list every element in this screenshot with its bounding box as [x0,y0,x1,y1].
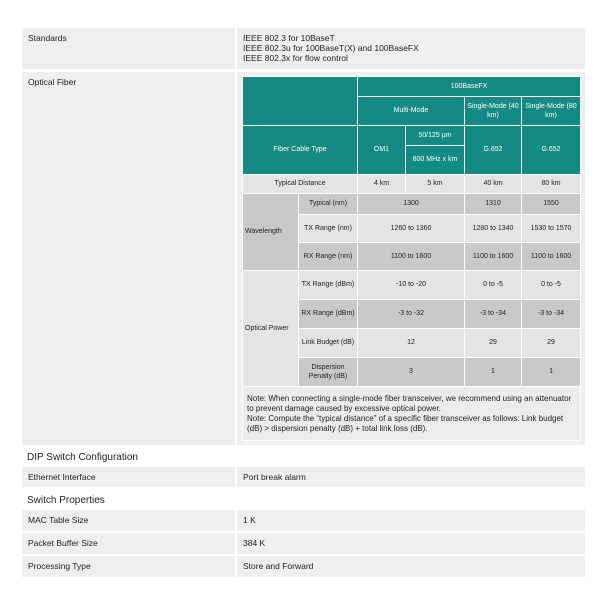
table-row [22,510,585,531]
row-label: TX Range (dBm) [299,271,358,300]
cell: 1530 to 1570 [522,215,581,243]
header-multimode: Multi-Mode [358,97,465,126]
notes [243,387,581,441]
standard-line: IEEE 802.3x for flow control [243,53,348,64]
standard-line: IEEE 802.3u for 100BaseT(X) and 100BaseFX [243,43,419,54]
table-row [22,533,585,554]
optical-power-label: Optical Power [243,271,299,387]
cell: 0 to -5 [465,271,522,300]
wavelength-label: Wavelength [243,194,299,271]
cell: 29 [465,329,522,358]
row-value: 384 K [237,533,585,554]
cell: -10 to -20 [358,271,465,300]
row-label: Typical (nm) [299,194,358,215]
cell: 800 MHz x km [406,146,465,175]
row-value: Port break alarm [237,467,585,487]
cell: 1300 [358,194,465,215]
cell: 29 [522,329,581,358]
cell: 5 km [406,175,465,194]
cell: 1100 to 1600 [465,243,522,271]
standard-line: IEEE 802.3 for 10BaseT [243,33,335,43]
cell: 40 km [465,175,522,194]
optical-spec-table [242,76,581,441]
cell: 1310 [465,194,522,215]
header-sm80: Single-Mode (80 km) [522,97,581,126]
row-value: Store and Forward [237,556,585,577]
header-sm40: Single-Mode (40 km) [465,97,522,126]
cell: 1280 to 1340 [465,215,522,243]
cell: 1260 to 1360 [358,215,465,243]
fiber-type-label: Fiber Cable Type [243,126,358,175]
table-row [243,271,581,300]
row-label: RX Range (dBm) [299,300,358,329]
row-label: TX Range (nm) [299,215,358,243]
table-row [22,556,585,577]
table-row [243,175,581,194]
row-label: Packet Buffer Size [22,533,235,554]
row-value: 1 K [237,510,585,531]
optical-fiber-label: Optical Fiber [22,72,235,445]
standards-label: Standards [22,28,235,69]
cell: 1550 [522,194,581,215]
table-row [243,194,581,215]
cell: 1 [522,358,581,387]
cell: -3 to -32 [358,300,465,329]
cell: 80 km [522,175,581,194]
cell: 3 [358,358,465,387]
dip-heading: DIP Switch Configuration [27,452,138,463]
cell: 1100 to 1600 [522,243,581,271]
header-100basefx: 100BaseFX [358,77,581,97]
cell: 50/125 µm [406,126,465,146]
cell: OM1 [358,126,406,175]
cell: G.652 [465,126,522,175]
note: Note: Compute the “typical distance” of a specific fiber transceiver as follows: Link budget (dB) > dispersion penalty (dB) + total link loss (dB). [247,413,564,433]
cell: 4 km [358,175,406,194]
row-label: Processing Type [22,556,235,577]
note: Note: When connecting a single-mode fiber transceiver, we recommend using an attenuator to prevent damage caused by excessive optical power. [247,393,572,413]
switch-heading: Switch Properties [27,495,105,506]
row-label: Link Budget (dB) [299,329,358,358]
row-label: Typical Distance [243,175,358,194]
cell: 1 [465,358,522,387]
cell: 1100 to 1600 [358,243,465,271]
table-row [22,467,585,487]
cell: -3 to -34 [522,300,581,329]
row-label: MAC Table Size [22,510,235,531]
row-label: Ethernet Interface [22,467,235,487]
row-label: Dispersion Penalty (dB) [299,358,358,387]
cell: 12 [358,329,465,358]
cell: G.652 [522,126,581,175]
standards-row [22,28,585,69]
cell: -3 to -34 [465,300,522,329]
row-label: RX Range (nm) [299,243,358,271]
cell: 0 to -5 [522,271,581,300]
